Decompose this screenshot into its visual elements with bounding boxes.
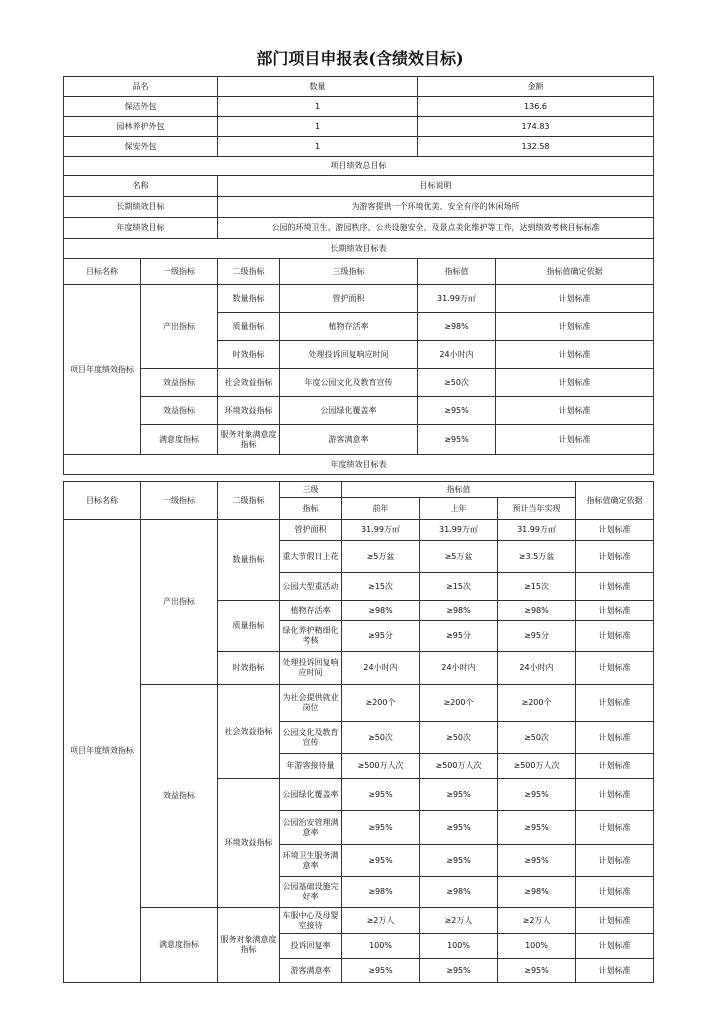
value-last: ≥200个 — [420, 685, 498, 722]
level2-indicator: 服务对象满意度指标 — [218, 908, 280, 983]
item-qty: 1 — [218, 97, 418, 117]
level2-indicator: 质量指标 — [218, 601, 280, 652]
item-qty: 1 — [218, 137, 418, 157]
indicator-basis: 计划标准 — [576, 811, 654, 845]
header-cell: 指标值确定依据 — [496, 259, 654, 285]
level3-indicator: 管护面积 — [280, 285, 418, 313]
item-amount: 132.58 — [418, 137, 654, 157]
indicator-basis: 计划标准 — [576, 722, 654, 754]
level2-indicator: 质量指标 — [218, 313, 280, 341]
level1-indicator: 满意度指标 — [141, 908, 218, 983]
value-current: ≥95% — [498, 845, 576, 877]
level3-indicator: 投诉回复率 — [280, 934, 342, 959]
header-cell: 目标名称 — [64, 482, 141, 520]
table-row — [64, 285, 654, 313]
indicator-basis: 计划标准 — [576, 520, 654, 541]
value-last: ≥95% — [420, 845, 498, 877]
items-header-row — [64, 77, 654, 97]
table-row — [64, 425, 654, 455]
indicator-value: ≥50次 — [418, 369, 496, 397]
value-current: ≥95% — [498, 959, 576, 983]
value-prev: 100% — [342, 934, 420, 959]
long-goal-label: 长期绩效目标 — [64, 197, 218, 218]
indicator-value: 24小时内 — [418, 341, 496, 369]
level1-indicator: 产出指标 — [141, 285, 218, 369]
level3-indicator: 年度公园文化及教育宣传 — [280, 369, 418, 397]
level3-indicator: 绿化养护精细化考核 — [280, 621, 342, 652]
value-last: 31.99万㎡ — [420, 520, 498, 541]
item-amount: 174.83 — [418, 117, 654, 137]
header-cell: 三级指标 — [280, 259, 418, 285]
header-cell: 上年 — [420, 498, 498, 520]
header-cell: 指标值确定依据 — [576, 482, 654, 520]
level1-indicator: 产出指标 — [141, 520, 218, 685]
value-last: ≥50次 — [420, 722, 498, 754]
header-cell: 数量 — [218, 77, 418, 97]
indicator-basis: 计划标准 — [576, 541, 654, 573]
level3-indicator: 公园基础设施完好率 — [280, 877, 342, 908]
level2-indicator: 环境效益指标 — [218, 397, 280, 425]
level3-indicator: 管护面积 — [280, 520, 342, 541]
page-title: 部门项目申报表(含绩效目标) — [256, 49, 464, 68]
indicator-basis: 计划标准 — [496, 285, 654, 313]
indicator-basis: 计划标准 — [496, 397, 654, 425]
value-current: ≥98% — [498, 601, 576, 621]
value-prev: ≥5万盆 — [342, 541, 420, 573]
level3-indicator: 公园绿化覆盖率 — [280, 397, 418, 425]
indicator-value: 31.99万㎡ — [418, 285, 496, 313]
level3-indicator: 游客满意率 — [280, 959, 342, 983]
annual-table — [63, 481, 654, 983]
level2-indicator: 社会效益指标 — [218, 685, 280, 779]
value-last: 100% — [420, 934, 498, 959]
value-prev: ≥98% — [342, 877, 420, 908]
indicator-basis: 计划标准 — [576, 908, 654, 934]
header-cell: 目标名称 — [64, 259, 141, 285]
indicator-basis: 计划标准 — [576, 601, 654, 621]
value-prev: ≥500万人次 — [342, 754, 420, 779]
long-table-header — [64, 259, 654, 285]
value-current: ≥15次 — [498, 573, 576, 601]
header-cell: 品名 — [64, 77, 218, 97]
value-last: ≥95% — [420, 959, 498, 983]
value-prev: ≥2万人 — [342, 908, 420, 934]
header-cell: 指标值 — [418, 259, 496, 285]
header-cell: 金额 — [418, 77, 654, 97]
level2-indicator: 时效指标 — [218, 652, 280, 685]
level2-indicator: 社会效益指标 — [218, 369, 280, 397]
level2-indicator: 数量指标 — [218, 285, 280, 313]
header-cell: 前年 — [342, 498, 420, 520]
item-amount: 136.6 — [418, 97, 654, 117]
level3-indicator: 车服中心及母婴室接待 — [280, 908, 342, 934]
value-current: ≥3.5万盆 — [498, 541, 576, 573]
value-prev: ≥95% — [342, 811, 420, 845]
level3-indicator: 环境卫生服务满意率 — [280, 845, 342, 877]
level1-indicator: 满意度指标 — [141, 425, 218, 455]
goal-name: 项目年度绩效指标 — [64, 285, 141, 455]
section-title: 长期绩效目标表 — [64, 239, 654, 259]
table-row — [64, 520, 654, 541]
table-row — [64, 397, 654, 425]
indicator-value: ≥95% — [418, 397, 496, 425]
indicator-basis: 计划标准 — [576, 959, 654, 983]
value-prev: ≥95% — [342, 845, 420, 877]
value-current: ≥500万人次 — [498, 754, 576, 779]
indicator-basis: 计划标准 — [576, 652, 654, 685]
level3-indicator: 处理投诉回复响应时间 — [280, 652, 342, 685]
value-prev: ≥95% — [342, 959, 420, 983]
value-last: ≥500万人次 — [420, 754, 498, 779]
indicator-basis: 计划标准 — [496, 341, 654, 369]
level3-indicator: 公园文化及教育宣传 — [280, 722, 342, 754]
header-cell: 指标 — [280, 498, 342, 520]
indicator-basis: 计划标准 — [496, 313, 654, 341]
value-current: 100% — [498, 934, 576, 959]
level1-indicator: 效益指标 — [141, 369, 218, 397]
indicator-value: ≥95% — [418, 425, 496, 455]
value-last: ≥15次 — [420, 573, 498, 601]
value-current: ≥200个 — [498, 685, 576, 722]
section-title: 项目绩效总目标 — [64, 157, 654, 176]
item-row — [64, 97, 654, 117]
section-title: 年度绩效目标表 — [64, 455, 654, 475]
goal-name: 项目年度绩效指标 — [64, 520, 141, 983]
value-current: ≥98% — [498, 877, 576, 908]
indicator-basis: 计划标准 — [576, 573, 654, 601]
level3-indicator: 处理投诉回复响应时间 — [280, 341, 418, 369]
level3-indicator: 重大节假日上花 — [280, 541, 342, 573]
value-last: ≥2万人 — [420, 908, 498, 934]
value-prev: ≥200个 — [342, 685, 420, 722]
value-last: 24小时内 — [420, 652, 498, 685]
level2-indicator: 环境效益指标 — [218, 779, 280, 908]
annual-header-row — [64, 482, 654, 498]
header-cell: 二级指标 — [218, 259, 280, 285]
value-prev: ≥98% — [342, 601, 420, 621]
level3-indicator: 年游客接待量 — [280, 754, 342, 779]
value-last: ≥95% — [420, 811, 498, 845]
item-name: 园林养护外包 — [64, 117, 218, 137]
value-prev: ≥15次 — [342, 573, 420, 601]
level3-indicator: 公园大型重活动 — [280, 573, 342, 601]
value-prev: ≥95% — [342, 779, 420, 811]
value-last: ≥98% — [420, 877, 498, 908]
value-current: ≥50次 — [498, 722, 576, 754]
value-prev: ≥95分 — [342, 621, 420, 652]
level2-indicator: 时效指标 — [218, 341, 280, 369]
value-current: 31.99万㎡ — [498, 520, 576, 541]
indicator-basis: 计划标准 — [576, 779, 654, 811]
table-row — [64, 685, 654, 722]
value-current: ≥95% — [498, 811, 576, 845]
header-cell: 一级指标 — [141, 259, 218, 285]
table-row — [64, 369, 654, 397]
level2-indicator: 数量指标 — [218, 520, 280, 601]
indicator-basis: 计划标准 — [496, 369, 654, 397]
indicator-basis: 计划标准 — [576, 754, 654, 779]
level1-indicator: 效益指标 — [141, 397, 218, 425]
indicator-basis: 计划标准 — [576, 685, 654, 722]
item-qty: 1 — [218, 117, 418, 137]
project-table — [63, 76, 654, 475]
level3-indicator: 公园绿化覆盖率 — [280, 779, 342, 811]
item-name: 保安外包 — [64, 137, 218, 157]
long-goal-text: 为游客提供一个环境优美、安全有序的休闲场所 — [218, 197, 654, 218]
level3-indicator: 为社会提供就业岗位 — [280, 685, 342, 722]
annual-goal-text: 公园的环境卫生、游园秩序、公共设施安全、及景点美化维护等工作，达到绩效考核目标标准 — [218, 218, 654, 239]
indicator-basis: 计划标准 — [576, 845, 654, 877]
indicator-basis: 计划标准 — [576, 621, 654, 652]
indicator-basis: 计划标准 — [576, 934, 654, 959]
level3-indicator: 植物存活率 — [280, 313, 418, 341]
value-last: ≥98% — [420, 601, 498, 621]
header-cell: 三级 — [280, 482, 342, 498]
level1-indicator: 效益指标 — [141, 685, 218, 908]
annual-goal-label: 年度绩效目标 — [64, 218, 218, 239]
level3-indicator: 游客满意率 — [280, 425, 418, 455]
indicator-basis: 计划标准 — [496, 425, 654, 455]
value-current: ≥2万人 — [498, 908, 576, 934]
value-prev: ≥50次 — [342, 722, 420, 754]
name-label: 名称 — [64, 176, 218, 197]
value-prev: 31.99万㎡ — [342, 520, 420, 541]
value-last: ≥95分 — [420, 621, 498, 652]
desc-label: 目标说明 — [218, 176, 654, 197]
value-current: 24小时内 — [498, 652, 576, 685]
indicator-value: ≥98% — [418, 313, 496, 341]
item-row — [64, 117, 654, 137]
header-cell: 预计当年实现 — [498, 498, 576, 520]
value-prev: 24小时内 — [342, 652, 420, 685]
item-row — [64, 137, 654, 157]
value-current: ≥95分 — [498, 621, 576, 652]
value-current: ≥95% — [498, 779, 576, 811]
header-cell: 二级指标 — [218, 482, 280, 520]
level3-indicator: 公园治安管理满意率 — [280, 811, 342, 845]
table-row — [64, 908, 654, 934]
indicator-basis: 计划标准 — [576, 877, 654, 908]
level2-indicator: 服务对象满意度指标 — [218, 425, 280, 455]
level3-indicator: 植物存活率 — [280, 601, 342, 621]
header-cell: 指标值 — [342, 482, 576, 498]
value-last: ≥95% — [420, 779, 498, 811]
header-cell: 一级指标 — [141, 482, 218, 520]
value-last: ≥5万盆 — [420, 541, 498, 573]
item-name: 保洁外包 — [64, 97, 218, 117]
